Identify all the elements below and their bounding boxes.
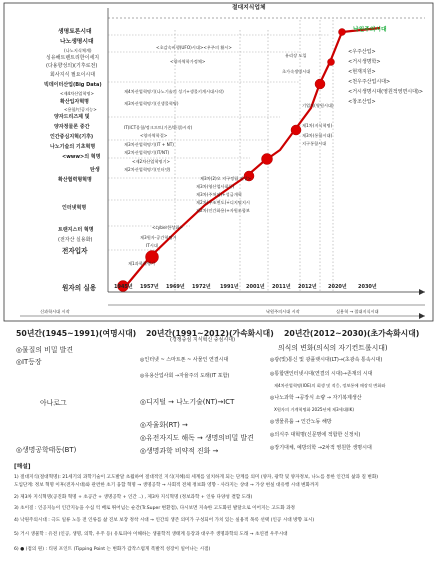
year-tick: 2001년	[246, 284, 265, 290]
note-line: 도입단계: 정보 혁명 이후(전자시대)와 관련한 초기 융합 혁명 → 생명공학 → 사회적 전체 정보화 영향 - 사라지는 상대 → 가상 현실 대유행 시대 변화까지	[14, 483, 319, 488]
bottom-axis-right: 실용혁 → 절대지식시대	[336, 309, 379, 314]
right-label: <우주산업>	[348, 49, 376, 55]
column-3-item: ◎의식주 대혁명(신문명에 적합한 신정치)	[270, 432, 361, 438]
timeline-note: <초감속비행(UFO)시대><우주의 활시>	[156, 45, 232, 50]
right-label: <거시생명시대(영원적영면시대)>	[348, 89, 424, 95]
right-label: 지구통합시대	[302, 141, 327, 146]
timeline-note: 제3차산업혁명기(IT + NT)	[124, 142, 174, 147]
year-tick: 1969년	[166, 284, 185, 290]
column-title-1: 50년간(1945~1991)(여명시대)	[16, 329, 137, 338]
left-label: 양자정물론 중간	[54, 124, 90, 130]
right-label: 제3차(통합시대)	[302, 133, 333, 138]
left-label: 트랜지스터 혁명	[58, 227, 94, 233]
right-label: 제1차(지식혁명)	[302, 123, 333, 128]
left-label: 나노기술의 기초혁명	[50, 144, 96, 150]
timeline-note: <cyber한성화>	[152, 225, 183, 230]
column-subtitle-2: (경쟁중심 지식혁신 중심시대)	[170, 337, 236, 343]
column-3-item: ◎통합맨인터넷시대(연결의 시대)→존재의 시대	[270, 371, 373, 377]
note-line: 4) 낙원주의시대 : 극도 일류 노동 전 인류를 삶 진보 보장 정착 시대 → 인간의 생존 의미가 구성되어 가치 있는 실용적 목록 선택 (인공 시대 방향 표시)	[14, 518, 315, 523]
note-line: 2) 제3차 지식혁명(공진화 혁명 + 초공간 + 생명공학 + 인간 ..) , 제3차 지식혁명 (정보과학 + 인류 다양성 결합 도래)	[14, 495, 253, 500]
left-label: 회사지식 필요이시대	[50, 72, 96, 78]
timeline-note: 제3차(영산업사회동)	[196, 184, 235, 189]
timeline-note: 유리장 도입	[285, 53, 307, 58]
column-2-item: ◎유전자지도 해독 → 생명의비밀 발견	[140, 434, 254, 442]
trend-line	[125, 28, 380, 287]
left-label: 생명토론시대	[58, 29, 92, 35]
column-3-item: ◎나노과학 →공장식 소량 → 자기복제생산	[270, 395, 362, 401]
left-label: 인터넷혁명	[62, 205, 87, 211]
tipping-point-2006	[262, 154, 273, 165]
timeline-note: IT시대	[146, 243, 158, 248]
timeline-note: 제4차산업혁명기(나노기술의 성기+생물키계시대시작)	[124, 89, 224, 94]
column-1-item: ◎물질의 비밀 발견	[16, 346, 73, 354]
right-label: <현재지원>	[348, 69, 376, 75]
year-tick: 2020년	[328, 284, 347, 290]
left-label: <www>의 혁명	[62, 154, 101, 160]
timeline-note: 제2차산업혁명기(IT/NT)	[124, 150, 170, 155]
column-2-item: ◎유용산업사회 →자율주의 도래(IT 포함)	[140, 373, 230, 379]
right-label: 기업의(영원시대)	[302, 103, 334, 108]
timeline-note: <양자역학가정체>	[170, 59, 206, 64]
note-line: 5) 거시 생물학 : 유전 (인공, 생명, 의학, 우주 등) 유토피아 이해하는 생물학적 생태계 등장과 대우주 생명과학의 도래 → 초연결 우주시대	[14, 532, 288, 537]
left-label: 확산협력형혁명	[58, 177, 92, 183]
left-label: 전자입자	[62, 247, 88, 255]
timeline-note: 초가속생명시대	[282, 69, 311, 74]
note-line: 6) ● (점의 원) : 티핑 포인트 (Tipping Point 는 변화가 갑작스럽게 폭발적 성장이 일어나는 시점)	[14, 547, 211, 552]
column-3-item: 제4차산업혁명(IOE)의 회생 및 적응, 정보통에 매장적 변화와	[274, 383, 386, 388]
timeline-note: 제3차(2)오 지구정립 진상>	[200, 176, 252, 181]
left-label: 확산입자혁명	[60, 99, 89, 105]
column-2-item: ◎인터넷 ~ 스마트폰 ~ 사물인 연결시대	[140, 357, 229, 363]
right-label: <창조산업>	[348, 99, 376, 105]
year-tick: 2011년	[272, 284, 291, 290]
left-label: 인간중심지혁(기후)	[50, 134, 94, 140]
column-2-item: ◎생명과학 비약적 진화 →	[140, 447, 219, 455]
left-label: (나노지식체계)	[64, 48, 92, 53]
column-title-2: 20년간(1991~2012)(가속화시대)	[146, 329, 274, 338]
right-label: <거시생명학>	[348, 59, 381, 65]
column-1-item: ◎생명공학태동(BT)	[16, 446, 77, 454]
bottom-axis-mid: 낙원주의시대 시작	[266, 309, 300, 314]
column-3-item: ◎장기대체, 예방의학 →2차적 영원한 생명시대	[270, 445, 372, 451]
left-label: 탄생	[90, 167, 100, 173]
timeline-note: 제1과학혁명기	[128, 261, 155, 266]
timeline-note: 제2차산업혁명기(인터넷)	[124, 167, 171, 172]
column-1-item: 아나로그	[40, 399, 67, 407]
year-tick: 1991년	[220, 284, 239, 290]
column-2-item: ◎디지털 → 나노기술(NT)→ICT	[140, 398, 235, 406]
bottom-axis-left: 신과학시대 시작	[40, 309, 70, 314]
notes-heading: [해설]	[14, 464, 31, 470]
year-tick: 1957년	[140, 284, 159, 290]
timeline-note: 제2차(구조변도)+디지털지시	[196, 200, 250, 205]
period-top-label: 절대지식업체	[232, 5, 266, 11]
left-label: (전자산 실용화)	[58, 237, 93, 243]
column-3-item: 의식의 변화(의식의 자기컨트롤시대)	[278, 344, 388, 352]
column-2-item: ◎자율화(RT) →	[140, 421, 188, 429]
timeline-note: 제3차(주쳐임)+성급개혁	[196, 192, 242, 197]
note-line: 3) 초이질 : 인공지능이 인간지능을 수십 억 배로 뛰어넘는 순간(Tr.Super 변환점), 다시보면 지속한 고도화된 발달으로 이어지는 고도화 과정	[14, 506, 295, 511]
left-label: <용합/인공지능>	[64, 107, 97, 112]
tipping-point-2011	[291, 125, 301, 135]
tipping-point-2012	[315, 79, 325, 89]
timeline-note: <제2차산업혁명기>	[132, 159, 170, 164]
column-3-item: ◎광(빛)통신 및 광플랫시대(LT)→(초광속 통속시대)	[270, 357, 383, 363]
y-axis-label: 원자의 실용	[62, 284, 97, 292]
tipping-point-2020	[328, 59, 335, 66]
year-tick: 1945년	[114, 284, 133, 290]
tipping-point-2030	[339, 29, 346, 36]
left-label: 양자드리즈제 및	[54, 114, 90, 120]
left-label: (다용향성의)(기후로전)	[46, 63, 98, 69]
column-3-item: X원자의 거계혁명화 2025년에 제3세대(IK)	[274, 407, 355, 412]
left-label: 나노생명시대	[60, 39, 94, 45]
year-tick: 2012년	[298, 284, 317, 290]
timeline-note: 제2차(인간화용)+자원조합보	[196, 208, 250, 213]
timeline-note: <양자역학결>	[140, 133, 168, 138]
left-label: <제4차산업혁명>	[60, 91, 94, 96]
note-line: 1) 절대지식(절대혁명): 21세기의 과학기술이 고도발달 초월하여 절대적인 지식(지혜)의 세계를 일치하게 되는 단계를 의미 (양자, 광학 및 양자정보, 나노를 통한 인간의 삶과 질 변화)	[14, 475, 379, 480]
column-title-3: 20년간(2012~2030)(초가속화시대)	[284, 329, 420, 338]
right-label: <천우주산업시대>	[348, 79, 391, 85]
left-label: 빅데이터산업(Big Data)	[44, 82, 102, 88]
left-label: 싱유해트렌트리한이세지	[46, 55, 100, 61]
timeline-note: 제3원자-공간혁명기	[140, 235, 177, 240]
timeline-note: IT(ICT융합/정크프트(기존/환경)시작)	[124, 125, 193, 130]
column-1-item: ◎IT등장	[16, 358, 42, 366]
column-3-item: ◎생물류룹 → 인간노동 해방	[270, 419, 332, 425]
period-green-label: 낙원주의시대	[353, 27, 387, 33]
year-tick: 2030년	[358, 284, 377, 290]
timeline-note: 제3차산업혁명기(신생물혁명)	[124, 101, 179, 106]
year-tick: 1972년	[192, 284, 211, 290]
